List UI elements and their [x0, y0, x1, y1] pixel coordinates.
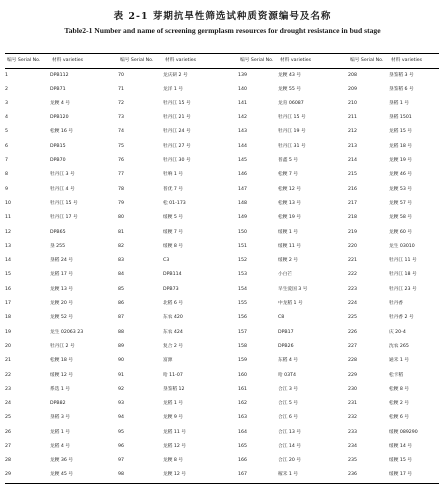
serial-number-cell: 155 [238, 301, 247, 307]
variety-name-cell: 松粳 2 号 [389, 401, 410, 407]
variety-name-cell: 牡丹江 18 号 [389, 272, 417, 278]
serial-number-cell: 86 [118, 301, 124, 307]
serial-number-cell: 151 [238, 243, 247, 249]
serial-number-cell: 10 [5, 200, 11, 206]
serial-number-cell: 140 [238, 86, 247, 92]
serial-number-cell: 216 [348, 186, 357, 192]
serial-number-cell: 154 [238, 286, 247, 292]
variety-name-cell: 松粳 6 号 [389, 415, 410, 421]
variety-name-cell: 龙洋 1 号 [163, 86, 184, 92]
table-row [5, 383, 439, 397]
variety-name-cell: 松粳 8 号 [389, 386, 410, 392]
serial-number-cell: 165 [238, 444, 247, 450]
variety-name-cell: 绥粳 8 号 [163, 243, 184, 249]
serial-number-cell: 98 [118, 469, 163, 483]
serial-number-cell: 78 [118, 186, 124, 192]
variety-name-cell: 绥粳 089290 [389, 429, 418, 435]
serial-number-cell: 210 [348, 100, 357, 106]
serial-number-cell: 79 [118, 200, 124, 206]
serial-number-cell: 73 [118, 115, 124, 121]
variety-name-cell: 垦稻 1 号 [389, 100, 410, 106]
column-header: 材料 varieties [389, 54, 439, 69]
variety-name-cell: 北稻 6 号 [163, 301, 184, 307]
variety-name-cell: 龙稻 12 号 [163, 444, 187, 450]
serial-number-cell: 232 [348, 415, 357, 421]
serial-number-cell: 93 [118, 401, 124, 407]
serial-number-cell: 6 [5, 143, 8, 149]
variety-name-cell: 东稻 4 号 [278, 358, 299, 364]
variety-name-cell: 中龙稻 1 号 [278, 301, 303, 307]
variety-name-cell: 龙粳 52 号 [50, 315, 74, 321]
serial-number-cell: 142 [238, 115, 247, 121]
table-row [5, 397, 439, 411]
variety-name-cell: 绥粳 5 号 [163, 215, 184, 221]
serial-number-cell: 15 [5, 272, 11, 278]
serial-number-cell: 94 [118, 415, 124, 421]
serial-number-cell: 236 [348, 469, 389, 483]
table-row [5, 197, 439, 211]
serial-number-cell: 160 [238, 372, 247, 378]
serial-number-cell: 148 [238, 200, 247, 206]
serial-number-cell: 147 [238, 186, 247, 192]
variety-name-cell: 松卡稻 [389, 372, 404, 378]
serial-number-cell: 77 [118, 172, 124, 178]
variety-name-cell: 垦鉴稻 6 号 [389, 86, 414, 92]
variety-name-cell: 龙粳 60 号 [389, 229, 413, 235]
table-row [5, 111, 439, 125]
variety-name-cell: 龙稻 18 号 [389, 143, 413, 149]
variety-name-cell: 牡丹江 15 号 [278, 115, 306, 121]
variety-name-cell: 龙粳 9 号 [163, 415, 184, 421]
table-row [5, 269, 439, 283]
table-title-english: Table2-1 Number and name of screening germplasm resources for drought resistance in bud stage [64, 26, 381, 35]
variety-name-cell: 龙育 06087 [278, 100, 304, 106]
serial-number-cell: 233 [348, 429, 357, 435]
serial-number-cell: 226 [348, 329, 357, 335]
table-row [5, 455, 439, 469]
serial-number-cell: 22 [5, 372, 11, 378]
serial-number-cell: 19 [5, 329, 11, 335]
variety-name-cell: 牡丹江 15 号 [163, 100, 191, 106]
variety-name-cell: 东农 420 [163, 315, 183, 321]
variety-name-cell: 松粳 7 号 [278, 172, 299, 178]
serial-number-cell: 4 [5, 115, 8, 121]
variety-name-cell: DPB120 [50, 115, 69, 121]
serial-number-cell: 139 [238, 72, 247, 78]
variety-name-cell: 复合 2 号 [163, 343, 184, 349]
variety-name-cell: 垦 255 [50, 243, 66, 249]
serial-number-cell: 14 [5, 258, 11, 264]
variety-name-cell: 牡丹江 27 号 [163, 143, 191, 149]
serial-number-cell: 227 [348, 343, 357, 349]
variety-name-cell: 龙粳 43 号 [278, 72, 302, 78]
serial-number-cell: 143 [238, 129, 247, 135]
variety-name-cell: 龙粳 57 号 [389, 200, 413, 206]
table-row [5, 83, 439, 97]
variety-name-cell: 垦鉴稻 12 [163, 386, 185, 392]
variety-name-cell: 龙粳 36 号 [50, 458, 74, 464]
variety-name-cell: 松粳 16 号 [50, 129, 74, 135]
variety-name-cell: 合江 3 号 [278, 386, 299, 392]
variety-name-cell: 龙生 02063 23 [50, 329, 84, 335]
variety-name-cell: 东农 424 [163, 329, 183, 335]
table-row [5, 354, 439, 368]
serial-number-cell: 229 [348, 372, 357, 378]
column-header: 材料 varieties [50, 54, 118, 69]
serial-number-cell: 96 [118, 444, 124, 450]
variety-name-cell: 牡丹江 3 号 [50, 172, 75, 178]
serial-number-cell: 25 [5, 415, 11, 421]
serial-number-cell: 87 [118, 315, 124, 321]
serial-number-cell: 211 [348, 115, 357, 121]
serial-number-cell: 146 [238, 172, 247, 178]
variety-name-cell: 合江 14 号 [278, 444, 302, 450]
column-header: 材料 varieties [163, 54, 238, 69]
variety-name-cell: 牡丹江 17 号 [50, 215, 78, 221]
serial-number-cell: 7 [5, 158, 8, 164]
serial-number-cell: 17 [5, 301, 11, 307]
variety-name-cell: 合江 5 号 [278, 401, 299, 407]
table-row [5, 326, 439, 340]
serial-number-cell: 218 [348, 215, 357, 221]
serial-number-cell: 24 [5, 401, 11, 407]
variety-name-cell: 松粳 19 号 [278, 215, 302, 221]
table-row [5, 412, 439, 426]
variety-name-cell: 小白芒 [278, 272, 293, 278]
serial-number-cell: 214 [348, 158, 357, 164]
serial-number-cell: 161 [238, 386, 247, 392]
serial-number-cell: 230 [348, 386, 357, 392]
serial-number-cell: 82 [118, 243, 124, 249]
serial-number-cell: 158 [238, 343, 247, 349]
table-row [5, 340, 439, 354]
serial-number-cell: 1 [5, 72, 8, 78]
serial-number-cell: 157 [238, 329, 247, 335]
serial-number-cell: 144 [238, 143, 247, 149]
serial-number-cell: 213 [348, 143, 357, 149]
variety-name-cell: 龙粳 8 号 [163, 458, 184, 464]
variety-name-cell: 松粳 12 号 [278, 186, 302, 192]
variety-name-cell: 绥粳 7 号 [163, 229, 184, 235]
serial-number-cell: 209 [348, 86, 357, 92]
variety-name-cell: 牡丹江 24 号 [163, 129, 191, 135]
serial-number-cell: 92 [118, 386, 124, 392]
variety-name-cell: 垦稻 24 号 [50, 258, 74, 264]
table-row [5, 440, 439, 454]
variety-name-cell: 龙粳 13 号 [50, 286, 74, 292]
variety-name-cell: 牡丹江 15 号 [50, 200, 78, 206]
variety-name-cell: 牡丹江 11 号 [389, 258, 417, 264]
table-row [5, 140, 439, 154]
variety-name-cell: DPB82 [50, 401, 66, 407]
variety-name-cell: 绥粳 14 号 [389, 444, 413, 450]
variety-name-cell: 合江 6 号 [278, 415, 299, 421]
variety-name-cell: 庆 20-4 [389, 329, 406, 335]
variety-name-cell: 早生爱国 3 号 [278, 286, 308, 292]
table-body [5, 69, 439, 484]
variety-name-cell: 绥粳 2 号 [278, 258, 299, 264]
variety-name-cell: 龙粳 53 号 [389, 186, 413, 192]
variety-name-cell: C3 [163, 258, 170, 264]
serial-number-cell: 85 [118, 286, 124, 292]
serial-number-cell: 153 [238, 272, 247, 278]
variety-name-cell: 龙稻 15 号 [389, 129, 413, 135]
serial-number-cell: 9 [5, 186, 8, 192]
variety-name-cell: 垦鉴稻 3 号 [389, 72, 414, 78]
serial-number-cell: 235 [348, 458, 357, 464]
variety-name-cell: 系选 1 号 [50, 386, 71, 392]
variety-name-cell: 龙粳 46 号 [389, 172, 413, 178]
variety-name-cell: DPB15 [50, 143, 66, 149]
column-header: 编号 Serial No. [5, 54, 50, 69]
serial-number-cell: 76 [118, 158, 124, 164]
variety-name-cell: 绥粳 12 号 [50, 372, 74, 378]
serial-number-cell: 26 [5, 429, 11, 435]
serial-number-cell: 74 [118, 129, 124, 135]
variety-name-cell: 牡丹江 19 号 [278, 129, 306, 135]
serial-number-cell: 72 [118, 100, 124, 106]
serial-number-cell: 8 [5, 172, 8, 178]
table-row [5, 469, 439, 483]
serial-number-cell: 212 [348, 129, 357, 135]
variety-name-cell: DPB65 [50, 229, 66, 235]
serial-number-cell: 219 [348, 229, 357, 235]
variety-name-cell: 龙稻 1 号 [50, 429, 71, 435]
serial-number-cell: 20 [5, 343, 11, 349]
variety-name-cell: 龙稻 17 号 [50, 272, 74, 278]
serial-number-cell: 91 [118, 372, 124, 378]
serial-number-cell: 225 [348, 315, 357, 321]
variety-name-cell: 绥粳 11 号 [278, 243, 302, 249]
variety-name-cell: 沈农 265 [389, 343, 409, 349]
variety-name-cell: DPB70 [50, 158, 66, 164]
variety-name-cell: 牡丹江 2 号 [50, 343, 75, 349]
serial-number-cell: 221 [348, 258, 357, 264]
serial-number-cell: 12 [5, 229, 11, 235]
serial-number-cell: 156 [238, 315, 247, 321]
variety-name-cell: 龙粳 20 号 [50, 301, 74, 307]
variety-name-cell: DPB26 [278, 343, 294, 349]
serial-number-cell: 167 [238, 469, 278, 483]
variety-name-cell: 哈 03T4 [278, 372, 296, 378]
variety-name-cell: 龙粳 58 号 [389, 215, 413, 221]
table-row [5, 369, 439, 383]
serial-number-cell: 28 [5, 458, 11, 464]
serial-number-cell: 162 [238, 401, 247, 407]
variety-name-cell: 牡丹江 21 号 [163, 115, 191, 121]
serial-number-cell: 149 [238, 215, 247, 221]
serial-number-cell: 152 [238, 258, 247, 264]
serial-number-cell: 5 [5, 129, 8, 135]
serial-number-cell: 224 [348, 301, 357, 307]
variety-name-cell: 牡丹香 2 号 [389, 315, 414, 321]
serial-number-cell: 163 [238, 415, 247, 421]
serial-number-cell: 2 [5, 86, 8, 92]
serial-number-cell: 97 [118, 458, 124, 464]
variety-name-cell: 龙稻 11 号 [163, 429, 187, 435]
serial-number-cell: 70 [118, 72, 124, 78]
table-row [5, 126, 439, 140]
table-row [5, 211, 439, 225]
serial-number-cell: 84 [118, 272, 124, 278]
variety-name-cell: 合江 13 号 [278, 429, 302, 435]
variety-name-cell: 普鑫 5 号 [278, 158, 299, 164]
serial-number-cell: 23 [5, 386, 11, 392]
variety-name-cell: 绥粳 1 号 [278, 229, 299, 235]
variety-name-cell: 富源 [163, 358, 173, 364]
table-row [5, 69, 439, 83]
column-header: 编号 Serial No. [238, 54, 278, 69]
variety-name-cell: 垦稻 1501 [389, 115, 412, 121]
table-row [5, 254, 439, 268]
variety-name-cell: 垦稻 3 号 [50, 415, 71, 421]
serial-number-cell: 16 [5, 286, 11, 292]
variety-name-cell: 牡响 1 号 [163, 172, 184, 178]
serial-number-cell: 145 [238, 158, 247, 164]
variety-name-cell: 绥粳 15 号 [389, 458, 413, 464]
serial-number-cell: 215 [348, 172, 357, 178]
serial-number-cell: 83 [118, 258, 124, 264]
column-header: 材料 varieties [278, 54, 348, 69]
serial-number-cell: 71 [118, 86, 124, 92]
variety-name-cell: 绥粳 17 号 [389, 469, 439, 483]
variety-name-cell: 龙粳 19 号 [389, 158, 413, 164]
variety-name-cell: 龙粳 4 号 [50, 100, 71, 106]
variety-name-cell: 稼禾 1 号 [278, 469, 348, 483]
variety-name-cell: 牡丹江 4 号 [50, 186, 75, 192]
table-row [5, 283, 439, 297]
serial-number-cell: 208 [348, 72, 357, 78]
serial-number-cell: 231 [348, 401, 357, 407]
table-row [5, 183, 439, 197]
column-header: 编号 Serial No. [348, 54, 389, 69]
serial-number-cell: 90 [118, 358, 124, 364]
variety-name-cell: C8 [278, 315, 285, 321]
serial-number-cell: 164 [238, 429, 247, 435]
serial-number-cell: 234 [348, 444, 357, 450]
variety-name-cell: 哈 11-07 [163, 372, 183, 378]
table-header-row [5, 54, 439, 69]
variety-name-cell: 松 01-173 [163, 200, 186, 206]
variety-name-cell: 通禾 1 号 [389, 358, 410, 364]
variety-name-cell: 龙稻 1 号 [163, 401, 184, 407]
serial-number-cell: 220 [348, 243, 357, 249]
serial-number-cell: 141 [238, 100, 247, 106]
serial-number-cell: 11 [5, 215, 11, 221]
variety-name-cell: 龙庆研 2 号 [163, 72, 188, 78]
variety-name-cell: 牡丹江 31 号 [278, 143, 306, 149]
variety-name-cell: 合江 20 号 [278, 458, 302, 464]
variety-name-cell: 龙粳 55 号 [278, 86, 302, 92]
variety-name-cell: 龙生 03010 [389, 243, 415, 249]
serial-number-cell: 222 [348, 272, 357, 278]
serial-number-cell: 228 [348, 358, 357, 364]
serial-number-cell: 159 [238, 358, 247, 364]
variety-name-cell: 牡丹江 23 号 [389, 286, 417, 292]
serial-number-cell: 223 [348, 286, 357, 292]
variety-name-cell: 龙粳 45 号 [50, 469, 118, 483]
variety-name-cell: 龙稻 4 号 [50, 444, 71, 450]
serial-number-cell: 29 [5, 469, 50, 483]
table-row [5, 426, 439, 440]
serial-number-cell: 75 [118, 143, 124, 149]
variety-name-cell: DPB71 [50, 86, 66, 92]
serial-number-cell: 88 [118, 329, 124, 335]
serial-number-cell: 13 [5, 243, 11, 249]
table-row [5, 240, 439, 254]
serial-number-cell: 217 [348, 200, 357, 206]
serial-number-cell: 27 [5, 444, 11, 450]
serial-number-cell: 89 [118, 343, 124, 349]
germplasm-table [5, 53, 439, 484]
variety-name-cell: DPB73 [163, 286, 179, 292]
table-row [5, 169, 439, 183]
serial-number-cell: 3 [5, 100, 8, 106]
table-row [5, 226, 439, 240]
table-row [5, 97, 439, 111]
column-header: 编号 Serial No. [118, 54, 163, 69]
variety-name-cell: DPB112 [50, 72, 69, 78]
serial-number-cell: 80 [118, 215, 124, 221]
serial-number-cell: 95 [118, 429, 124, 435]
table-title-chinese: 表 2-1 芽期抗旱性筛选试种质资源编号及名称 [113, 11, 332, 22]
variety-name-cell: 普优 7 号 [163, 186, 184, 192]
serial-number-cell: 21 [5, 358, 11, 364]
variety-name-cell: 松粳 13 号 [278, 200, 302, 206]
variety-name-cell: 龙粳 12 号 [163, 469, 238, 483]
variety-name-cell: DPB114 [163, 272, 182, 278]
table-row [5, 297, 439, 311]
serial-number-cell: 18 [5, 315, 11, 321]
serial-number-cell: 81 [118, 229, 124, 235]
variety-name-cell: 牡丹江 30 号 [163, 158, 191, 164]
variety-name-cell: 牡丹香 [389, 301, 404, 307]
variety-name-cell: DPB17 [278, 329, 294, 335]
table-row [5, 312, 439, 326]
serial-number-cell: 150 [238, 229, 247, 235]
serial-number-cell: 166 [238, 458, 247, 464]
variety-name-cell: 松粳 18 号 [50, 358, 74, 364]
table-row [5, 154, 439, 168]
